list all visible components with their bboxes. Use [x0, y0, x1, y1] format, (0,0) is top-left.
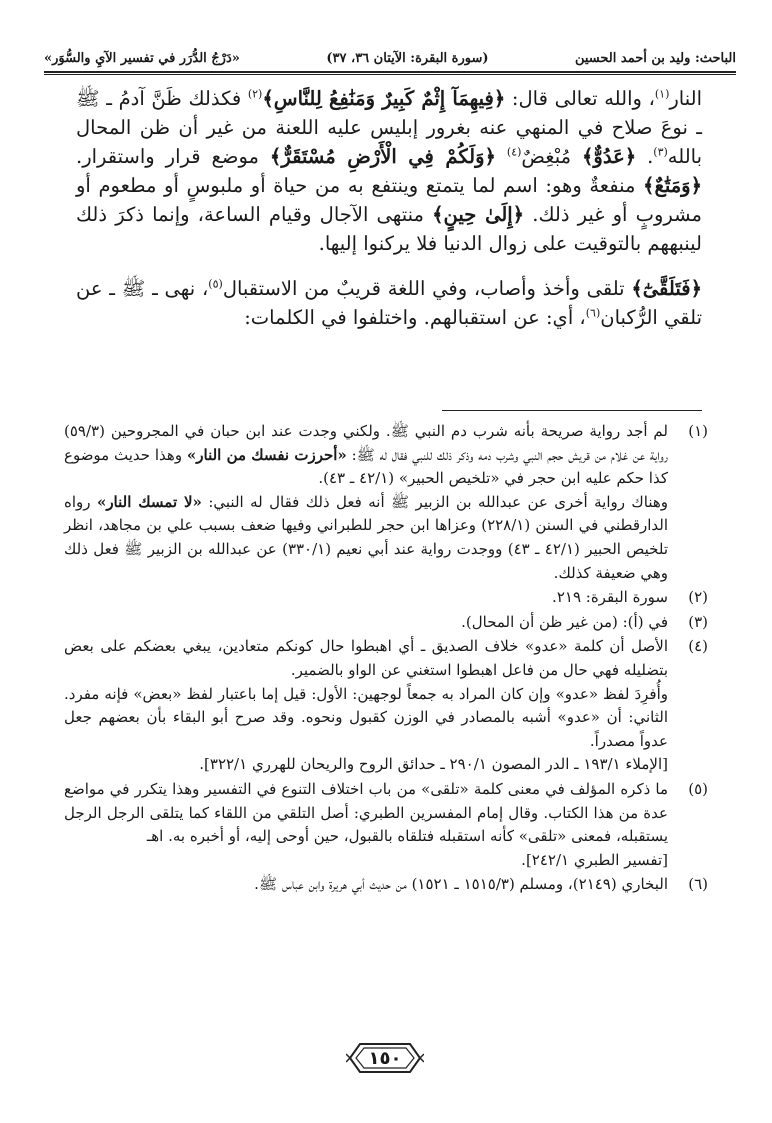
quran-quote: ﴿عَدُوٌّ﴾ — [581, 145, 637, 168]
header-author: الباحث: وليد بن أحمد الحسين — [574, 51, 736, 66]
footnote-4: (٤) الأصل أن كلمة «عدو» خلاف الصديق ـ أي اهبطوا حال كونكم متعادين، يبغي بعضكم على بعض بتضليله فهي حال من فاعل اهبطوا استغني عن الواو بالضمير. وأُفرِدَ لفظ «عدو» وإن كان المراد به جمعاً لوجهين: الأول: قيل إما باعتبار لفظ «بعض» فإنه مفرد. الثاني: أن «عدو» أشبه بالمصادر في الوزن كقبول ونحوه. وقد صرح أبو البقاء بأن بعضهم جعل عدواً مصدراً. [الإملاء ١٩٣/١ ـ الدر المصون ٢٩٠/١ ـ حدائق الروح والريحان للهرري ٣٢٢/١]. — [64, 637, 708, 774]
footnote-number: (١) — [688, 422, 708, 440]
footnote-ref[interactable]: (٦) — [585, 306, 601, 320]
footnote-6: (٦) البخاري (٢١٤٩)، ومسلم (١٥١٥/٣ ـ ١٥٢١) من حديث أبي هريرة وابن عباس ﷺ. — [64, 873, 708, 897]
quran-quote: ﴿فَتَلَقَّىٰٓ﴾ — [631, 277, 702, 300]
header-rule-thin — [44, 74, 736, 75]
quran-quote: ﴿وَمَتَٰعٌ﴾ — [643, 174, 702, 197]
footnote-ref[interactable]: (٢) — [247, 87, 263, 101]
quran-quote: ﴿فِيهِمَآ إِثْمٌ كَبِيرٌ وَمَنَٰفِعُ لِلنَّاسِ﴾ — [262, 87, 506, 110]
page-number-text: ١٥٠ — [368, 1047, 402, 1069]
footnote-number: (٢) — [688, 588, 708, 607]
footnote-ref[interactable]: (٣) — [653, 145, 668, 159]
paragraph-2: ﴿فَتَلَقَّىٰٓ﴾ تلقى وأخذ وأصاب، وفي اللغة قريبٌ من الاستقبال$^{(٥)}$، نهى ـ ﷺ ـ عن تلقي الرُّكبان$^{(٦)}$، أي: عن استقبالهم. واختلفوا في الكلمات: — [76, 277, 702, 329]
quran-quote: ﴿وَلَكُمْ فِي الْأَرْضِ مُسْتَقَرٌّ﴾ — [269, 145, 496, 168]
header-rule — [44, 71, 736, 73]
footnote-number: (٥) — [688, 779, 708, 798]
page-number — [346, 1040, 424, 1076]
main-text — [76, 84, 702, 332]
footnote-number: (٦) — [688, 875, 708, 894]
footnote-5: (٥) ما ذكره المؤلف في معنى كلمة «تلقى» من باب اختلاف التنوع في التفسير وهذا يتكرر في مواضع عدة من هذا الكتاب. وقال إمام المفسرين الطبري: أصل التلقي من اللقاء كما يتلقى الرجل الرجل يستقبله، فمعنى «تلقى» كأنه استقبله فتلقاه بالقبول، حين أوحى إليه، أو أخبره به. اهـ [تفسير الطبري ٢٤٢/١]. — [64, 779, 708, 869]
footnote-ref[interactable]: (١) — [654, 87, 670, 101]
footnote-ref[interactable]: (٥) — [208, 277, 223, 291]
footnote-2: (٢) سورة البقرة: ٢١٩. — [64, 586, 708, 610]
footnote-number: (٤) — [688, 637, 708, 656]
header-book-title: «دَرْجُ الدُّرَر في تفسير الآيِ والسُّوَر» — [44, 51, 240, 66]
footnote-ref[interactable]: (٤) — [506, 145, 522, 159]
footnote-number: (٣) — [688, 612, 708, 631]
running-header — [44, 40, 736, 66]
footnote-separator — [442, 410, 702, 411]
footnote-1: (١) لم أجد رواية صريحة بأنه شرب دم النبي ﷺ. ولكني وجدت عند ابن حبان في المجروحين (٥٩/٣) رواية عن غلام من قريش حجم النبي وشرب دمه وذكر ذلك للنبي فقال له ﷺ: «أحرزت نفسك من النار» وهذا حديث موضوع كذا حكم عليه ابن حجر في «تلخيص الحبير» (٤٢/١ ـ ٤٣). وهناك رواية أخرى عن عبدالله بن الزبير ﷺ أنه فعل ذلك فقال له النبي: «لا تمسك النار» رواه الدارقطني في السنن (٢٢٨/١) وعزاها ابن حجر للطبراني وفيها ضعف بسبب علي بن مجاهد، انظر تلخيص الحبير (٤٢/١ ـ ٤٣) ووجدت رواية عند أبي نعيم (٣٣٠/١) عن عبدالله بن الزبير ﷺ فعل ذلك وهي ضعيفة كذلك. — [64, 422, 708, 582]
quran-quote: ﴿إِلَىٰ حِينٍ﴾ — [432, 203, 525, 226]
footnote-3: (٣) في (أ): (من غير ظن أن المحال). — [64, 611, 708, 635]
paragraph-1: النار$^{(١)}$، والله تعالى قال: ﴿فِيهِمَآ إِثْمٌ كَبِيرٌ وَمَنَٰفِعُ لِلنَّاسِ﴾$^{(٢)}$ فكذلك ظَنَّ آدمُ ـ ﷺ ـ نوعَ صلاح في المنهي عنه بغرور إبليس عليه اللعنة من غير أن ظن المحال بالله$^{(٣)}$. ﴿عَدُوٌّ﴾ مُبْغِضٌ$^{(٤)}$ ﴿وَلَكُمْ فِي الْأَرْضِ مُسْتَقَرٌّ﴾ موضع قرار واستقرار. ﴿وَمَتَٰعٌ﴾ منفعةٌ وهو: اسم لما يتمتع وينتفع به من حياة أو ملبوسٍ أو مطعوم أو مشروبٍ أو غير ذلك. ﴿إِلَىٰ حِينٍ﴾ منتهى الآجال وقيام الساعة، وإنما ذكرَ ذلك لينبههم بالتوقيت على زوال الدنيا فلا يركنوا إليها. — [76, 87, 703, 255]
footnotes — [64, 420, 708, 898]
header-surah-reference: (سورة البقرة: الآيتان ٣٦، ٣٧) — [326, 51, 489, 66]
